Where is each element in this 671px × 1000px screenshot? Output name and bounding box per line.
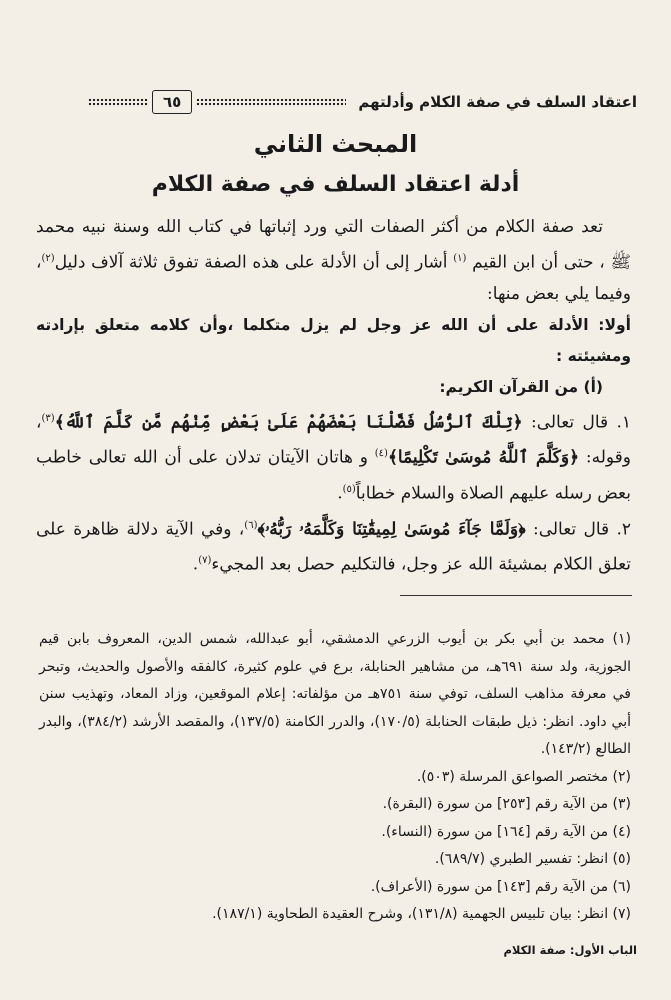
header-dots-left <box>88 98 148 107</box>
header-dots-right <box>196 98 346 107</box>
item1-text-a: ١. قال تعالى: <box>522 412 631 433</box>
footnote-ref: (٣) <box>41 412 55 424</box>
quran-verse: ﴿وَكَلَّمَ ٱللَّهُ مُوسَىٰ تَكْلِيمًا﴾ <box>387 447 580 468</box>
section-title: أدلة اعتقاد السلف في صفة الكلام <box>151 172 520 197</box>
footnote-ref: (٥) <box>342 483 356 495</box>
item1-text-d: . <box>337 483 343 504</box>
footnote: (٤) من الآية رقم [١٦٤] من سورة (النساء). <box>381 823 631 840</box>
section-heading: المبحث الثاني <box>253 130 418 158</box>
page-number: ٦٥ <box>152 90 192 114</box>
footnote: (٦) من الآية رقم [١٤٣] من سورة (الأعراف). <box>370 878 631 895</box>
footnote-ref: (٧) <box>198 555 212 567</box>
footnote: (٢) مختصر الصواعق المرسلة (٥٠٣). <box>416 768 631 785</box>
footnote-divider <box>400 595 632 596</box>
footnote: (١) محمد بن أبي بكر بن أيوب الزرعي الدمشقي، أبو عبدالله، شمس الدين، المعروف بابن قيم الجوزية، ولد سنة ٦٩١هـ، من مشاهير الحنابلة، برع في علوم كثيرة، كالفقه والأصول والحديث، وتبحر في معرفة مذاهب السلف، توفي سنة ٧٥١هـ من مؤلفاته: إعلام الموقعين، وزاد المعاد، وتهذيب سنن أبي داود. انظر: ذيل طبقات الحنابلة (١٧٠/٥)، والدرر الكامنة (١٣٧/٥)، والمقصد الأرشد (٣٨٤/٢)، والبدر الطالع (١٤٣/٢). <box>39 631 632 757</box>
item2-text-b: ، وفي الآية دلالة ظاهرة على تعلق الكلام بمشيئة الله عز وجل، فالتكليم حصل بعد المجيء <box>36 519 631 575</box>
footnote-ref: (١) <box>453 253 467 264</box>
evidence-item-1 <box>36 403 631 510</box>
quran-verse: ﴿تِلْكَ ٱلرُّسُلُ فَضَّلْنَا بَعْضَهُمْ عَلَىٰ بَعْضٍ مِّنْهُم مَّن كَلَّمَ ٱللَّهُ﴾ <box>54 412 523 433</box>
footnote: (٥) انظر: تفسير الطبري (٦٨٩/٧). <box>434 851 631 867</box>
first-evidence-heading: أولا: الأدلة على أن الله عز وجل لم يزل متكلما ،وأن كلامه متعلق بإرادته ومشيئته : <box>36 315 631 365</box>
main-text <box>36 212 631 581</box>
evidence-item-2 <box>36 510 631 581</box>
item1-text-c: و هاتان الآيتان تدلان على أن الله تعالى خاطب بعض رسله عليهم الصلاة والسلام خطاباً <box>36 447 631 504</box>
intro-text-b: أشار إلى أن الأدلة على هذه الصفة تفوق ثلاثة آلاف دليل <box>54 252 454 273</box>
footnotes <box>39 626 631 929</box>
intro-text-c: ، وفيما يلي بعض منها: <box>36 252 631 304</box>
quran-subheading: (أ) من القرآن الكريم: <box>439 377 603 396</box>
intro-text-a: تعد صفة الكلام من أكثر الصفات التي ورد إثباتها في كتاب الله وسنة نبيه محمد ﷺ ، حتى أن ابن القيم <box>36 217 631 273</box>
item1-text-b: ، وقوله: <box>36 412 632 468</box>
footnote-ref: (٦) <box>244 519 258 531</box>
footnote: (٣) من الآية رقم [٢٥٣] من سورة (البقرة). <box>382 796 631 812</box>
footnote: (٧) انظر: بيان تلبيس الجهمية (١٣١/٨)، وشرح العقيدة الطحاوية (١٨٧/١). <box>212 906 631 922</box>
footnote-ref: (٢) <box>41 253 55 264</box>
running-title: اعتقاد السلف في صفة الكلام وأدلتهم <box>358 93 637 111</box>
quran-verse: ﴿وَلَمَّا جَآءَ مُوسَىٰ لِمِيقَٰتِنَا وَكَلَّمَهُۥ رَبُّهُۥ﴾ <box>257 519 526 540</box>
footnote-ref: (٤) <box>374 448 388 460</box>
item2-text-a: ٢. قال تعالى: <box>525 519 631 540</box>
chapter-footer: الباب الأول: صفة الكلام <box>503 943 637 957</box>
intro-paragraph <box>36 212 631 310</box>
item2-text-c: . <box>192 554 199 575</box>
running-header <box>84 88 637 116</box>
